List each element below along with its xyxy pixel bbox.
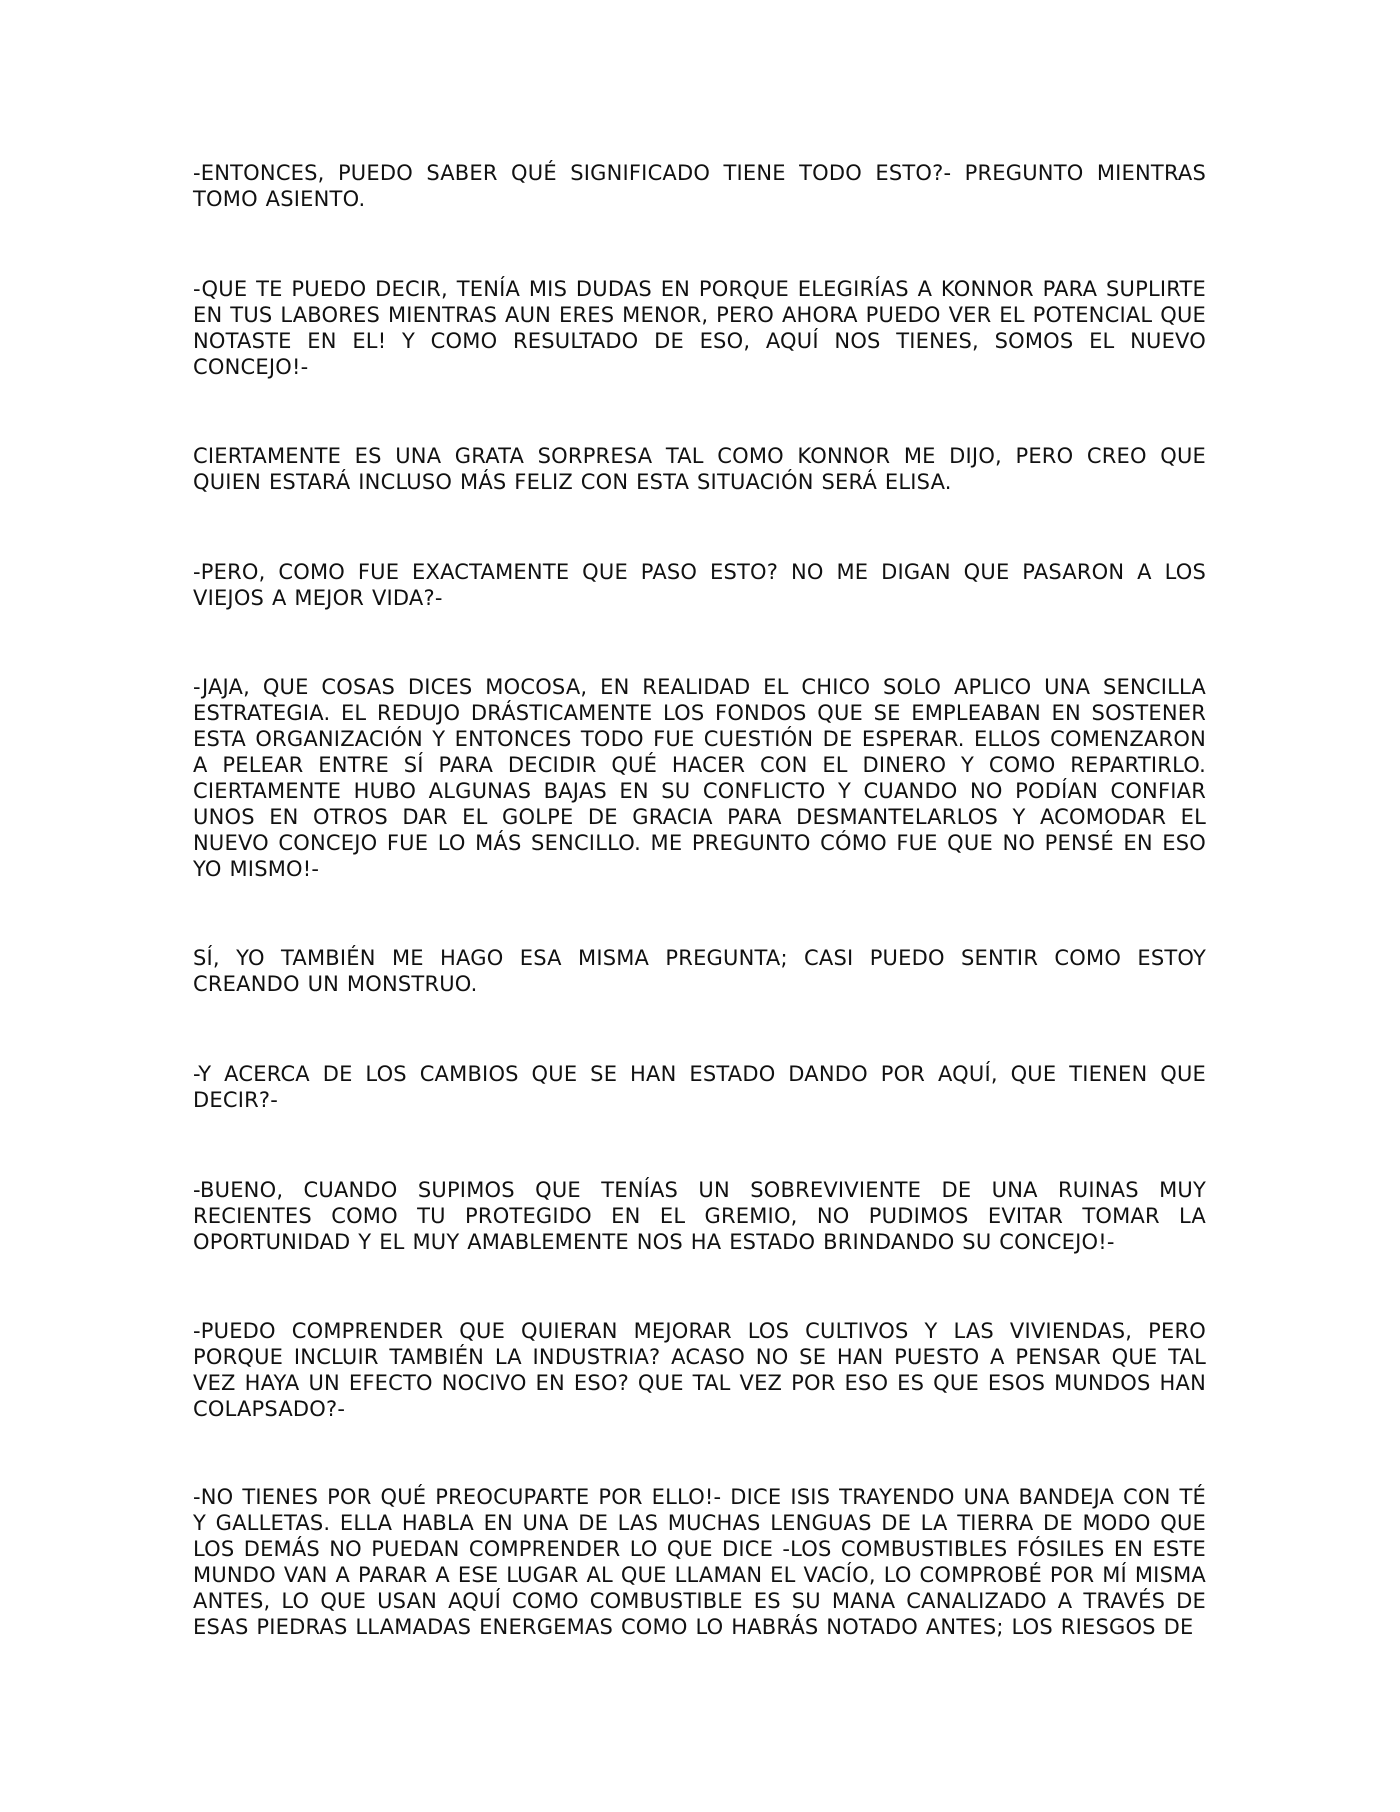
paragraph: -PUEDO COMPRENDER QUE QUIERAN MEJORAR LOS CULTIVOS Y LAS VIVIENDAS, PERO PORQUE INCLUIR TAMBIÉN LA INDUSTRIA? ACASO NO SE HAN PUESTO A PENSAR QUE TAL VEZ HAYA UN EFECTO NOCIVO EN ESO? QUE TAL VEZ POR ESO ES QUE ESOS MUNDOS HAN COLAPSADO?- [193,1319,1206,1421]
paragraph: -JAJA, QUE COSAS DICES MOCOSA, EN REALIDAD EL CHICO SOLO APLICO UNA SENCILLA ESTRATEGIA. EL REDUJO DRÁSTICAMENTE LOS FONDOS QUE SE EMPLEABAN EN SOSTENER ESTA ORGANIZACIÓN Y ENTONCES TODO FUE CUESTIÓN DE ESPERAR. ELLOS COMENZARON A PELEAR ENTRE SÍ PARA DECIDIR QUÉ HACER CON EL DINERO Y COMO REPARTIRLO. CIERTAMENTE HUBO ALGUNAS BAJAS EN SU CONFLICTO Y CUANDO NO PODÍAN CONFIAR UNOS EN OTROS DAR EL GOLPE DE GRACIA PARA DESMANTELARLOS Y ACOMODAR EL NUEVO CONCEJO FUE LO MÁS SENCILLO. ME PREGUNTO CÓMO FUE QUE NO PENSÉ EN ESO YO MISMO!- [193,675,1206,881]
paragraph: -Y ACERCA DE LOS CAMBIOS QUE SE HAN ESTADO DANDO POR AQUÍ, QUE TIENEN QUE DECIR?- [193,1062,1206,1112]
paragraph: CIERTAMENTE ES UNA GRATA SORPRESA TAL COMO KONNOR ME DIJO, PERO CREO QUE QUIEN ESTARÁ INCLUSO MÁS FELIZ CON ESTA SITUACIÓN SERÁ ELISA. [193,444,1206,494]
paragraph: -BUENO, CUANDO SUPIMOS QUE TENÍAS UN SOBREVIVIENTE DE UNA RUINAS MUY RECIENTES COMO TU PROTEGIDO EN EL GREMIO, NO PUDIMOS EVITAR TOMAR LA OPORTUNIDAD Y EL MUY AMABLEMENTE NOS HA ESTADO BRINDANDO SU CONCEJO!- [193,1178,1206,1254]
paragraph: -QUE TE PUEDO DECIR, TENÍA MIS DUDAS EN PORQUE ELEGIRÍAS A KONNOR PARA SUPLIRTE EN TUS LABORES MIENTRAS AUN ERES MENOR, PERO AHORA PUEDO VER EL POTENCIAL QUE NOTASTE EN EL! Y COMO RESULTADO DE ESO, AQUÍ NOS TIENES, SOMOS EL NUEVO CONCEJO!- [193,277,1206,379]
paragraph: -PERO, COMO FUE EXACTAMENTE QUE PASO ESTO? NO ME DIGAN QUE PASARON A LOS VIEJOS A MEJOR VIDA?- [193,560,1206,610]
paragraph: -NO TIENES POR QUÉ PREOCUPARTE POR ELLO!- DICE ISIS TRAYENDO UNA BANDEJA CON TÉ Y GALLETAS. ELLA HABLA EN UNA DE LAS MUCHAS LENGUAS DE LA TIERRA DE MODO QUE LOS DEMÁS NO PUEDAN COMPRENDER LO QUE DICE -LOS COMBUSTIBLES FÓSILES EN ESTE MUNDO VAN A PARAR A ESE LUGAR AL QUE LLAMAN EL VACÍO, LO COMPROBÉ POR MÍ MISMA ANTES, LO QUE USAN AQUÍ COMO COMBUSTIBLE ES SU MANA CANALIZADO A TRAVÉS DE ESAS PIEDRAS LLAMADAS ENERGEMAS COMO LO HABRÁS NOTADO ANTES; LOS RIESGOS DE [193,1485,1206,1639]
paragraph: -ENTONCES, PUEDO SABER QUÉ SIGNIFICADO TIENE TODO ESTO?- PREGUNTO MIENTRAS TOMO ASIENTO. [193,161,1206,211]
paragraph: SÍ, YO TAMBIÉN ME HAGO ESA MISMA PREGUNTA; CASI PUEDO SENTIR COMO ESTOY CREANDO UN MONSTRUO. [193,946,1206,996]
